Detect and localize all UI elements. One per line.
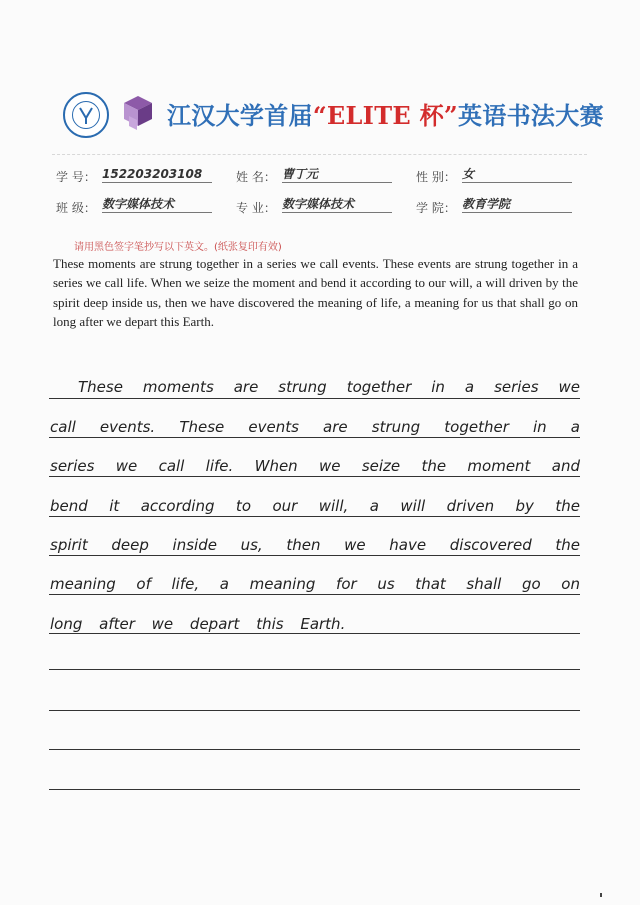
writing-rule-3 (49, 476, 580, 477)
college-field[interactable]: 教育学院 (462, 196, 572, 213)
gender-field[interactable]: 女 (462, 166, 572, 183)
major-field[interactable]: 数字媒体技术 (282, 196, 392, 213)
gender-label: 性 别： (416, 170, 456, 184)
handwritten-line-5: spirit deep inside us, then we have discovered the (50, 536, 580, 554)
blank-rule-3 (49, 749, 580, 750)
student-id-label: 学 号： (56, 170, 96, 184)
name-label: 姓 名： (236, 170, 276, 184)
instruction-text: 请用黑色签字笔抄写以下英文。(纸张复印有效) (74, 242, 282, 253)
cube-logo-icon (121, 94, 155, 134)
writing-rule-6 (49, 594, 580, 595)
page-title (167, 96, 604, 131)
title-accent: “ELITE 杯” (312, 101, 459, 130)
handwritten-line-6: meaning of life, a meaning for us that shall go on (50, 575, 580, 593)
blank-rule-4 (49, 789, 580, 790)
class-label: 班 级： (56, 201, 96, 215)
writing-rule-7 (49, 633, 580, 634)
writing-rule-1 (49, 398, 580, 399)
writing-rule-2 (49, 437, 580, 438)
header-divider (52, 154, 587, 155)
handwritten-line-1: These moments are strung together in a series we (78, 378, 580, 396)
class-field[interactable]: 数字媒体技术 (102, 196, 212, 213)
writing-rule-5 (49, 555, 580, 556)
student-id-field[interactable]: 152203203108 (102, 166, 212, 183)
major-label: 专 业： (236, 201, 276, 215)
title-prefix: 江汉大学首届 (167, 102, 313, 130)
handwritten-line-7: long after we depart this Earth. (50, 615, 346, 633)
title-suffix: 英语书法大赛 (458, 102, 604, 130)
blank-rule-1 (49, 669, 580, 670)
university-seal-icon (63, 92, 109, 138)
handwritten-line-4: bend it according to our will, a will driven by the (50, 497, 580, 515)
writing-rule-4 (49, 516, 580, 517)
blank-rule-2 (49, 710, 580, 711)
college-label: 学 院： (416, 201, 456, 215)
handwritten-line-3: series we call life. When we seize the moment and (50, 457, 580, 475)
name-field[interactable]: 曹丁元 (282, 166, 392, 183)
source-passage: These moments are strung together in a series we call events. These events are strung together in a series we call life. When we seize the moment and bend it according to our will, a will driven by the spirit deep inside us, then we have discovered the meaning of life, a meaning for us that shall go on long after we depart this Earth. (53, 256, 578, 329)
handwritten-line-2: call events. These events are strung together in a (50, 418, 580, 436)
scan-mark (600, 893, 602, 897)
